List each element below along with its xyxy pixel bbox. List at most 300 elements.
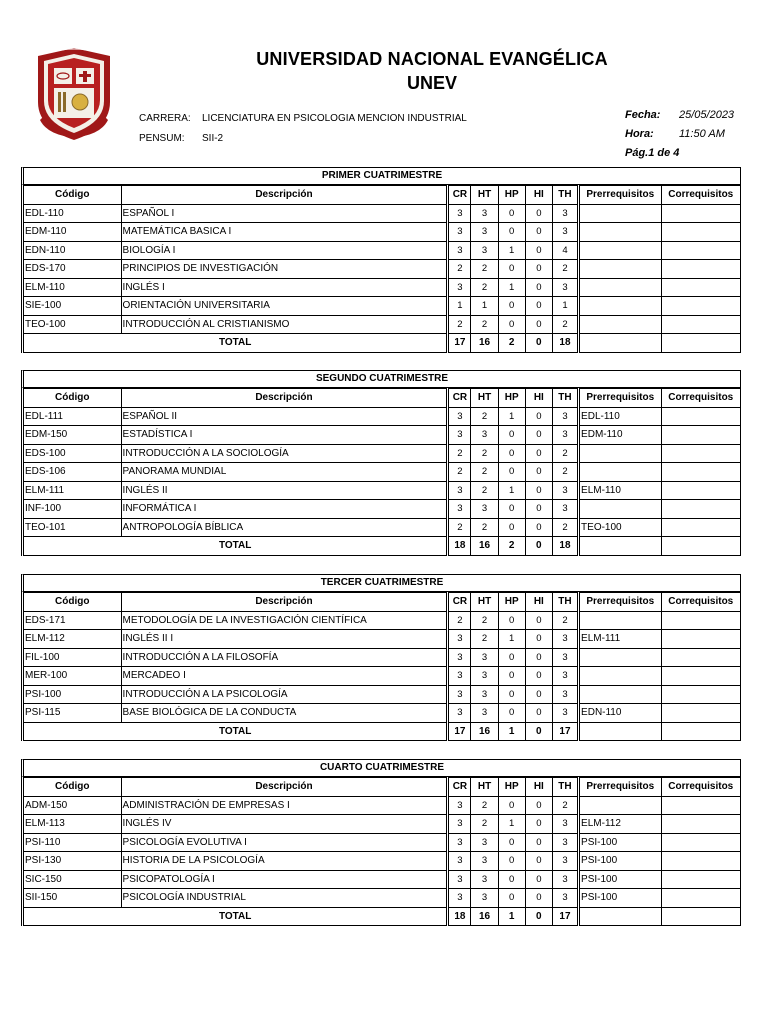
practice-hours: 0 [498, 611, 525, 630]
total-hours: 3 [552, 685, 578, 704]
theory-hours: 3 [471, 870, 498, 889]
corequisites [661, 852, 741, 871]
column-header: HT [471, 389, 498, 408]
theory-hours: 3 [471, 704, 498, 723]
practice-hours: 0 [498, 889, 525, 908]
total-hp: 2 [498, 537, 525, 556]
total-hours: 3 [552, 815, 578, 834]
prerequisites: TEO-100 [579, 518, 661, 537]
total-hours: 3 [552, 426, 578, 445]
total-hours: 2 [552, 315, 578, 334]
column-header: Correquisitos [661, 389, 741, 408]
total-cr: 18 [448, 907, 471, 926]
theory-hours: 2 [471, 315, 498, 334]
course-code: ELM-112 [23, 630, 122, 649]
course-description: ESPAÑOL II [121, 407, 448, 426]
total-empty-cell [661, 907, 741, 926]
total-hours: 3 [552, 500, 578, 519]
total-th: 18 [552, 334, 578, 353]
corequisites [661, 223, 741, 242]
theory-hours: 2 [471, 518, 498, 537]
practice-hours: 0 [498, 667, 525, 686]
research-hours: 0 [525, 463, 552, 482]
practice-hours: 0 [498, 204, 525, 223]
prerequisites [579, 463, 661, 482]
prerequisites: PSI-100 [579, 852, 661, 871]
prerequisites [579, 241, 661, 260]
credits: 3 [448, 630, 471, 649]
term-title: SEGUNDO CUATRIMESTRE [21, 370, 741, 388]
course-description: INGLÉS II [121, 481, 448, 500]
term-title: CUARTO CUATRIMESTRE [21, 759, 741, 777]
course-code: TEO-100 [23, 315, 122, 334]
total-hours: 1 [552, 297, 578, 316]
credits: 3 [448, 796, 471, 815]
table-row [23, 500, 741, 519]
research-hours: 0 [525, 870, 552, 889]
research-hours: 0 [525, 315, 552, 334]
prerequisites: EDM-110 [579, 426, 661, 445]
corequisites [661, 833, 741, 852]
column-header: HP [498, 389, 525, 408]
column-header: HI [525, 186, 552, 205]
total-hours: 3 [552, 630, 578, 649]
course-description: INGLÉS II I [121, 630, 448, 649]
total-label: TOTAL [23, 722, 448, 741]
university-title: UNIVERSIDAD NACIONAL EVANGÉLICA [256, 49, 608, 69]
corequisites [661, 315, 741, 334]
total-hours: 2 [552, 518, 578, 537]
research-hours: 0 [525, 852, 552, 871]
research-hours: 0 [525, 833, 552, 852]
corequisites [661, 278, 741, 297]
total-ht: 16 [471, 722, 498, 741]
practice-hours: 0 [498, 870, 525, 889]
practice-hours: 1 [498, 481, 525, 500]
prerequisites [579, 667, 661, 686]
theory-hours: 3 [471, 204, 498, 223]
practice-hours: 0 [498, 685, 525, 704]
total-row [23, 537, 741, 556]
practice-hours: 0 [498, 260, 525, 279]
prerequisites [579, 260, 661, 279]
total-empty-cell [579, 334, 661, 353]
total-hp: 1 [498, 907, 525, 926]
theory-hours: 2 [471, 630, 498, 649]
course-code: SIE-100 [23, 297, 122, 316]
term-title: PRIMER CUATRIMESTRE [21, 167, 741, 185]
table-row [23, 297, 741, 316]
credits: 3 [448, 481, 471, 500]
research-hours: 0 [525, 611, 552, 630]
theory-hours: 3 [471, 889, 498, 908]
course-description: PRINCIPIOS DE INVESTIGACIÓN [121, 260, 448, 279]
courses-table [21, 777, 741, 926]
total-hours: 3 [552, 407, 578, 426]
credits: 3 [448, 223, 471, 242]
table-row [23, 870, 741, 889]
theory-hours: 3 [471, 852, 498, 871]
credits: 3 [448, 685, 471, 704]
practice-hours: 0 [498, 833, 525, 852]
fecha-label: Fecha: [625, 109, 661, 121]
corequisites [661, 426, 741, 445]
carrera-label: CARRERA: [139, 113, 191, 124]
prerequisites: EDN-110 [579, 704, 661, 723]
course-code: EDS-106 [23, 463, 122, 482]
corequisites [661, 815, 741, 834]
course-description: ESTADÍSTICA I [121, 426, 448, 445]
total-hours: 3 [552, 704, 578, 723]
corequisites [661, 630, 741, 649]
column-header: TH [552, 389, 578, 408]
total-label: TOTAL [23, 537, 448, 556]
course-code: ADM-150 [23, 796, 122, 815]
course-code: SIC-150 [23, 870, 122, 889]
practice-hours: 1 [498, 407, 525, 426]
credits: 3 [448, 204, 471, 223]
research-hours: 0 [525, 667, 552, 686]
total-hours: 3 [552, 481, 578, 500]
prerequisites [579, 297, 661, 316]
research-hours: 0 [525, 796, 552, 815]
course-code: PSI-100 [23, 685, 122, 704]
total-label: TOTAL [23, 907, 448, 926]
prerequisites: PSI-100 [579, 870, 661, 889]
theory-hours: 2 [471, 444, 498, 463]
column-header: HI [525, 389, 552, 408]
total-th: 18 [552, 537, 578, 556]
course-description: ANTROPOLOGÍA BÍBLICA [121, 518, 448, 537]
corequisites [661, 648, 741, 667]
practice-hours: 0 [498, 704, 525, 723]
column-header: HP [498, 593, 525, 612]
table-row [23, 852, 741, 871]
total-ht: 16 [471, 334, 498, 353]
corequisites [661, 241, 741, 260]
column-header: Código [23, 593, 122, 612]
total-hours: 2 [552, 444, 578, 463]
term-section [21, 167, 741, 353]
credits: 3 [448, 815, 471, 834]
table-header-row [23, 593, 741, 612]
prerequisites [579, 315, 661, 334]
column-header: Descripción [121, 778, 448, 797]
column-header: TH [552, 593, 578, 612]
course-description: BIOLOGÍA I [121, 241, 448, 260]
corequisites [661, 796, 741, 815]
credits: 3 [448, 889, 471, 908]
theory-hours: 2 [471, 260, 498, 279]
course-description: INTRODUCCIÓN A LA FILOSOFÍA [121, 648, 448, 667]
total-cr: 18 [448, 537, 471, 556]
course-code: EDM-150 [23, 426, 122, 445]
hora-value: 11:50 AM [679, 128, 725, 140]
theory-hours: 2 [471, 481, 498, 500]
course-code: EDS-100 [23, 444, 122, 463]
column-header: CR [448, 778, 471, 797]
course-description: INGLÉS IV [121, 815, 448, 834]
practice-hours: 0 [498, 500, 525, 519]
research-hours: 0 [525, 260, 552, 279]
corequisites [661, 297, 741, 316]
research-hours: 0 [525, 630, 552, 649]
table-row [23, 426, 741, 445]
theory-hours: 3 [471, 833, 498, 852]
research-hours: 0 [525, 815, 552, 834]
table-row [23, 889, 741, 908]
course-code: EDS-171 [23, 611, 122, 630]
course-code: PSI-130 [23, 852, 122, 871]
table-row [23, 223, 741, 242]
research-hours: 0 [525, 297, 552, 316]
theory-hours: 2 [471, 611, 498, 630]
table-row [23, 407, 741, 426]
column-header: HI [525, 593, 552, 612]
corequisites [661, 889, 741, 908]
table-row [23, 611, 741, 630]
research-hours: 0 [525, 426, 552, 445]
corequisites [661, 685, 741, 704]
hora-label: Hora: [625, 128, 654, 140]
total-th: 17 [552, 722, 578, 741]
course-description: ESPAÑOL I [121, 204, 448, 223]
column-header: HP [498, 186, 525, 205]
carrera-value: LICENCIATURA EN PSICOLOGIA MENCION INDUSTRIAL [202, 113, 467, 124]
course-description: PSICOPATOLOGÍA I [121, 870, 448, 889]
practice-hours: 0 [498, 648, 525, 667]
prerequisites [579, 223, 661, 242]
research-hours: 0 [525, 704, 552, 723]
course-description: MATEMÁTICA BASICA I [121, 223, 448, 242]
course-description: METODOLOGÍA DE LA INVESTIGACIÓN CIENTÍFICA [121, 611, 448, 630]
total-cr: 17 [448, 334, 471, 353]
term-section [21, 759, 741, 926]
university-acronym: UNEV [406, 73, 457, 93]
table-row [23, 518, 741, 537]
theory-hours: 2 [471, 463, 498, 482]
credits: 3 [448, 852, 471, 871]
table-row [23, 315, 741, 334]
term-title: TERCER CUATRIMESTRE [21, 574, 741, 592]
corequisites [661, 204, 741, 223]
total-hours: 2 [552, 260, 578, 279]
credits: 3 [448, 870, 471, 889]
course-code: EDM-110 [23, 223, 122, 242]
corequisites [661, 500, 741, 519]
credits: 3 [448, 833, 471, 852]
total-hours: 3 [552, 204, 578, 223]
research-hours: 0 [525, 204, 552, 223]
courses-table [21, 388, 741, 556]
course-description: PSICOLOGÍA INDUSTRIAL [121, 889, 448, 908]
total-hours: 3 [552, 870, 578, 889]
prerequisites: ELM-110 [579, 481, 661, 500]
total-empty-cell [579, 907, 661, 926]
corequisites [661, 667, 741, 686]
column-header: CR [448, 593, 471, 612]
practice-hours: 0 [498, 223, 525, 242]
research-hours: 0 [525, 444, 552, 463]
column-header: Descripción [121, 186, 448, 205]
table-row [23, 796, 741, 815]
practice-hours: 0 [498, 852, 525, 871]
total-hp: 2 [498, 334, 525, 353]
total-ht: 16 [471, 907, 498, 926]
prerequisites: ELM-111 [579, 630, 661, 649]
prerequisites [579, 611, 661, 630]
prerequisites [579, 278, 661, 297]
table-row [23, 630, 741, 649]
credits: 3 [448, 704, 471, 723]
table-header-row [23, 778, 741, 797]
total-hours: 3 [552, 223, 578, 242]
university-seal-logo [34, 46, 114, 142]
credits: 2 [448, 444, 471, 463]
corequisites [661, 463, 741, 482]
course-description: INGLÉS I [121, 278, 448, 297]
course-description: BASE BIOLÓGICA DE LA CONDUCTA [121, 704, 448, 723]
total-hp: 1 [498, 722, 525, 741]
credits: 2 [448, 518, 471, 537]
column-header: Prerrequisitos [579, 389, 661, 408]
total-hi: 0 [525, 722, 552, 741]
total-empty-cell [579, 537, 661, 556]
course-code: MER-100 [23, 667, 122, 686]
course-code: ELM-110 [23, 278, 122, 297]
corequisites [661, 444, 741, 463]
corequisites [661, 407, 741, 426]
theory-hours: 1 [471, 297, 498, 316]
total-hi: 0 [525, 334, 552, 353]
course-description: INFORMÁTICA I [121, 500, 448, 519]
credits: 3 [448, 500, 471, 519]
column-header: Prerrequisitos [579, 186, 661, 205]
practice-hours: 1 [498, 815, 525, 834]
course-code: INF-100 [23, 500, 122, 519]
practice-hours: 0 [498, 426, 525, 445]
column-header: TH [552, 186, 578, 205]
research-hours: 0 [525, 889, 552, 908]
table-row [23, 685, 741, 704]
credits: 3 [448, 667, 471, 686]
total-hours: 3 [552, 667, 578, 686]
total-hours: 3 [552, 852, 578, 871]
column-header: Prerrequisitos [579, 778, 661, 797]
theory-hours: 3 [471, 223, 498, 242]
table-row [23, 463, 741, 482]
table-row [23, 481, 741, 500]
total-empty-cell [579, 722, 661, 741]
credits: 3 [448, 426, 471, 445]
course-description: MERCADEO I [121, 667, 448, 686]
column-header: Código [23, 389, 122, 408]
table-row [23, 260, 741, 279]
column-header: Código [23, 186, 122, 205]
column-header: CR [448, 389, 471, 408]
course-code: EDL-110 [23, 204, 122, 223]
table-row [23, 704, 741, 723]
research-hours: 0 [525, 500, 552, 519]
column-header: Correquisitos [661, 186, 741, 205]
course-code: TEO-101 [23, 518, 122, 537]
table-row [23, 667, 741, 686]
total-hi: 0 [525, 907, 552, 926]
prerequisites [579, 500, 661, 519]
total-hours: 3 [552, 648, 578, 667]
practice-hours: 0 [498, 444, 525, 463]
research-hours: 0 [525, 648, 552, 667]
corequisites [661, 611, 741, 630]
course-code: FIL-100 [23, 648, 122, 667]
practice-hours: 0 [498, 796, 525, 815]
column-header: CR [448, 186, 471, 205]
practice-hours: 1 [498, 241, 525, 260]
total-hours: 2 [552, 796, 578, 815]
theory-hours: 2 [471, 407, 498, 426]
column-header: Prerrequisitos [579, 593, 661, 612]
prerequisites: PSI-100 [579, 833, 661, 852]
courses-table [21, 592, 741, 741]
total-th: 17 [552, 907, 578, 926]
course-description: INTRODUCCIÓN A LA PSICOLOGÍA [121, 685, 448, 704]
table-header-row [23, 389, 741, 408]
credits: 1 [448, 297, 471, 316]
course-description: INTRODUCCIÓN A LA SOCIOLOGÍA [121, 444, 448, 463]
table-row [23, 204, 741, 223]
courses-table [21, 185, 741, 353]
term-section [21, 574, 741, 741]
column-header: HT [471, 778, 498, 797]
total-ht: 16 [471, 537, 498, 556]
prerequisites [579, 444, 661, 463]
pensum-label: PENSUM: [139, 133, 185, 144]
prerequisites [579, 204, 661, 223]
research-hours: 0 [525, 241, 552, 260]
research-hours: 0 [525, 481, 552, 500]
table-row [23, 241, 741, 260]
research-hours: 0 [525, 223, 552, 242]
total-label: TOTAL [23, 334, 448, 353]
course-description: INTRODUCCIÓN AL CRISTIANISMO [121, 315, 448, 334]
column-header: Descripción [121, 389, 448, 408]
theory-hours: 2 [471, 796, 498, 815]
total-hours: 3 [552, 278, 578, 297]
total-hours: 4 [552, 241, 578, 260]
credits: 3 [448, 648, 471, 667]
column-header: HI [525, 778, 552, 797]
corequisites [661, 260, 741, 279]
practice-hours: 0 [498, 518, 525, 537]
prerequisites [579, 648, 661, 667]
total-empty-cell [661, 537, 741, 556]
course-code: EDS-170 [23, 260, 122, 279]
total-hours: 3 [552, 833, 578, 852]
credits: 2 [448, 611, 471, 630]
practice-hours: 0 [498, 315, 525, 334]
practice-hours: 0 [498, 297, 525, 316]
course-code: PSI-115 [23, 704, 122, 723]
table-row [23, 648, 741, 667]
theory-hours: 2 [471, 278, 498, 297]
theory-hours: 3 [471, 500, 498, 519]
prerequisites: EDL-110 [579, 407, 661, 426]
pensum-value: SII-2 [202, 133, 224, 144]
corequisites [661, 870, 741, 889]
course-code: ELM-113 [23, 815, 122, 834]
total-cr: 17 [448, 722, 471, 741]
prerequisites: ELM-112 [579, 815, 661, 834]
